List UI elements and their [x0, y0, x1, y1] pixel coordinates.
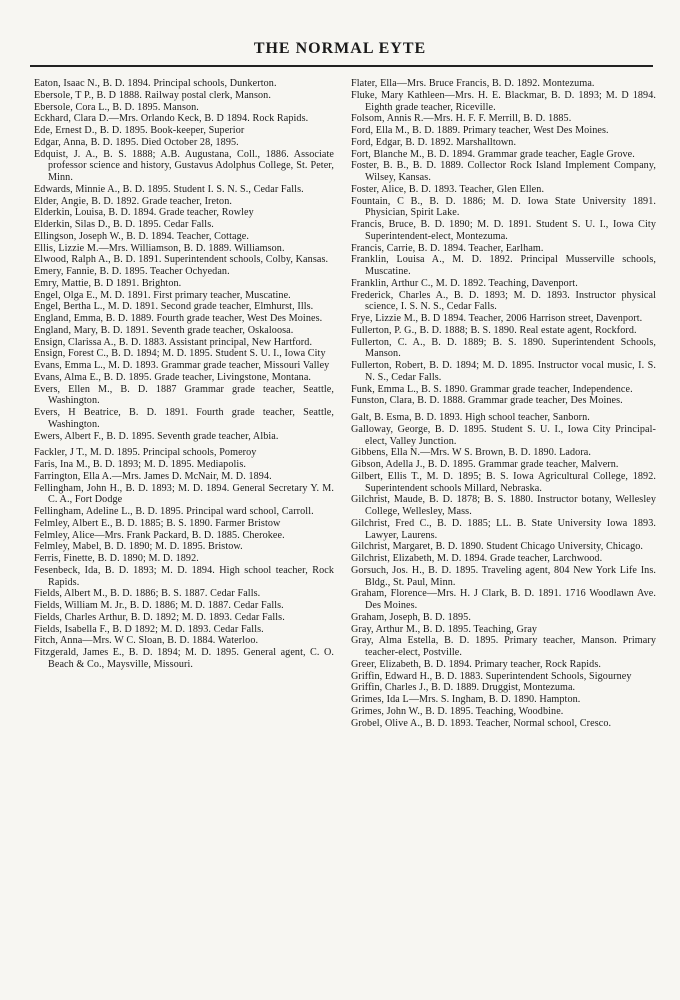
directory-entry: Elderkin, Louisa, B. D. 1894. Grade teacher, Rowley: [34, 207, 254, 219]
directory-entry: Fullerton, P. G., B. D. 1888; B. S. 1890. Real estate agent, Rockford.: [351, 324, 637, 336]
directory-entry: Grobel, Olive A., B. D. 1893. Teacher, Normal school, Cresco.: [351, 717, 612, 729]
directory-entry: Frederick, Charles A., B. D. 1893; M. D. 1893. Instructor physical science, I. S. N. S., Cedar Falls.: [351, 289, 656, 313]
directory-entry: Fort, Blanche M., B. D. 1894. Grammar grade teacher, Eagle Grove.: [351, 148, 635, 160]
directory-entry: Edwards, Minnie A., B. D. 1895. Student I. S. N. S., Cedar Falls.: [34, 183, 304, 195]
directory-entry: Fountain, C B., B. D. 1886; M. D. Iowa State University 1891. Physician, Spirit Lake.: [351, 195, 656, 219]
directory-entry: Foster, B. B., B. D. 1889. Collector Rock Island Implement Company, Wilsey, Kansas.: [351, 160, 656, 183]
directory-entry: Ferris, Finette, B. D. 1890; M. D. 1892.: [34, 553, 199, 564]
directory-entry: Ebersole, Cora L., B. D. 1895. Manson.: [34, 101, 199, 113]
directory-entry: England, Emma, B. D. 1889. Fourth grade teacher, West Des Moines.: [34, 313, 323, 324]
directory-entry: Gilchrist, Elizabeth, M. D. 1894. Grade teacher, Larchwood.: [351, 553, 603, 564]
directory-entry: Foster, Alice, B. D. 1893. Teacher, Glen Ellen.: [351, 183, 545, 195]
directory-entry: Fields, Charles Arthur, B. D. 1892; M. D. 1893. Cedar Falls.: [34, 611, 285, 623]
directory-entry: Ford, Ella M., B. D. 1889. Primary teacher, West Des Moines.: [351, 125, 609, 136]
directory-entry: Francis, Bruce, B. D. 1890; M. D. 1891. Student S. U. I., Iowa City Superintendent-elect, Montezuma.: [351, 219, 656, 242]
directory-entry: Funk, Emma L., B. S. 1890. Grammar grade teacher, Independence.: [351, 383, 633, 395]
directory-entry: Farrington, Ella A.—Mrs. James D. McNair, M. D. 1894.: [34, 470, 272, 482]
directory-entry: Felmley, Mabel, B. D. 1890; M. D. 1895. Bristow.: [34, 541, 243, 553]
directory-entry: Fields, William M. Jr., B. D. 1886; M. D. 1887. Cedar Falls.: [34, 600, 284, 611]
directory-entry: Fullerton, C. A., B. D. 1889; B. S. 1890. Superintendent Schools, Manson.: [351, 336, 656, 360]
directory-entry: Franklin, Arthur C., M. D. 1892. Teaching, Davenport.: [351, 277, 578, 289]
directory-entry: Gilchrist, Maude, B. D. 1878; B. S. 1880. Instructor botany, Wellesley College, Wellesley, Mass.: [351, 494, 656, 517]
directory-entry: Ensign, Forest C., B. D. 1894; M. D. 1895. Student S. U. I., Iowa City: [34, 348, 326, 360]
directory-entry: Ede, Ernest D., B. D. 1895. Book-keeper, Superior: [34, 125, 245, 136]
directory-entry: Griffin, Edward H., B. D. 1883. Superintendent Schools, Sigourney: [351, 670, 632, 682]
directory-entry: Fitzgerald, James E., B. D. 1894; M. D. 1895. General agent, C. O. Beach & Co., Maysville, Missouri.: [34, 647, 334, 670]
directory-entry: Grimes, Ida L—Mrs. S. Ingham, B. D. 1890. Hampton.: [351, 694, 581, 705]
directory-entry: Flater, Ella—Mrs. Bruce Francis, B. D. 1892. Montezuma.: [351, 78, 595, 89]
directory-entry: Ford, Edgar, B. D. 1892. Marshalltown.: [351, 136, 517, 148]
directory-entry: Felmley, Albert E., B. D. 1885; B. S. 1890. Farmer Bristow: [34, 517, 281, 529]
directory-entry: Funston, Clara, B. D. 1888. Grammar grade teacher, Des Moines.: [351, 395, 623, 407]
directory-entry: Eaton, Isaac N., B. D. 1894. Principal schools, Dunkerton.: [34, 78, 277, 89]
directory-entry: Galt, B. Esma, B. D. 1893. High school teacher, Sanborn.: [351, 412, 590, 423]
directory-entry: Evans, Alma E., B. D. 1895. Grade teacher, Livingstone, Montana.: [34, 371, 312, 383]
directory-entry: Fluke, Mary Kathleen—Mrs. H. E. Blackmar, B. D. 1893; M. D 1894. Eighth grade teacher, Riceville.: [351, 89, 656, 113]
directory-entry: Fields, Albert M., B. D. 1886; B. S. 1887. Cedar Falls.: [34, 588, 261, 600]
directory-entry: Grimes, John W., B. D. 1895. Teaching, Woodbine.: [351, 705, 564, 717]
directory-entry: Fields, Isabella F., B. D 1892; M. D. 1893. Cedar Falls.: [34, 623, 264, 635]
directory-entry: Gilbert, Ellis T., M. D. 1895; B. S. Iowa Agricultural College, 1892. Superintendent schools Millard, Nebraska.: [351, 470, 656, 494]
directory-entry: Fackler, J T., M. D. 1895. Principal schools, Pomeroy: [34, 447, 257, 459]
directory-entry: Faris, Ina M., B. D. 1893; M. D. 1895. Mediapolis.: [34, 459, 246, 470]
directory-entry: Ellingson, Joseph W., B. D. 1894. Teacher, Cottage.: [34, 230, 249, 242]
directory-entry: Graham, Joseph, B. D. 1895.: [351, 611, 471, 623]
directory-entry: Ewers, Albert F., B. D. 1895. Seventh grade teacher, Albia.: [34, 430, 279, 442]
directory-entry: England, Mary, B. D. 1891. Seventh grade teacher, Oskaloosa.: [34, 324, 294, 336]
directory-entry: Gray, Arthur M., B. D. 1895. Teaching, Gray: [351, 623, 538, 635]
directory-entry: Gorsuch, Jos. H., B. D. 1895. Traveling agent, 804 New York Life Ins. Bldg., St. Paul, Minn.: [351, 564, 656, 588]
directory-entry: Francis, Carrie, B. D. 1894. Teacher, Earlham.: [351, 242, 544, 254]
directory-entry: Galloway, George, B. D. 1895. Student S. U. I., Iowa City Principal-elect, Valley Junction.: [351, 423, 656, 447]
directory-entry: Fesenbeck, Ida, B. D. 1893; M. D. 1894. High school teacher, Rock Rapids.: [34, 564, 334, 588]
directory-entry: Gibson, Adella J., B. D. 1895. Grammar grade teacher, Malvern.: [351, 459, 619, 470]
directory-entry: Fullerton, Robert, B. D. 1894; M. D. 1895. Instructor vocal music, I. S. N. S., Cedar Falls.: [351, 360, 656, 383]
directory-entry: Frye, Lizzie M., B. D 1894. Teacher, 2006 Harrison street, Davenport.: [351, 313, 643, 324]
header-rule: [30, 65, 653, 67]
directory-entry: Evers, H Beatrice, B. D. 1891. Fourth grade teacher, Seattle, Washington.: [34, 407, 334, 430]
directory-entry: Folsom, Annis R.—Mrs. H. F. F. Merrill, B. D. 1885.: [351, 113, 572, 125]
directory-entry: Elwood, Ralph A., B. D. 1891. Superintendent schools, Colby, Kansas.: [34, 254, 329, 266]
directory-entry: Graham, Florence—Mrs. H. J Clark, B. D. 1891. 1716 Woodlawn Ave. Des Moines.: [351, 588, 656, 611]
directory-entry: Felmley, Alice—Mrs. Frank Packard, B. D. 1885. Cherokee.: [34, 529, 285, 541]
directory-entry: Ellis, Lizzie M.—Mrs. Williamson, B. D. 1889. Williamson.: [34, 242, 285, 254]
directory-entry: Eckhard, Clara D.—Mrs. Orlando Keck, B. D 1894. Rock Rapids.: [34, 113, 309, 125]
right-column: [351, 78, 656, 729]
directory-entry: Emery, Fannie, B. D. 1895. Teacher Ochyedan.: [34, 266, 230, 277]
directory-entry: Ensign, Clarissa A., B. D. 1883. Assistant principal, New Hartford.: [34, 336, 313, 348]
directory-entry: Edquist, J. A., B. S. 1888; A.B. Augustana, Coll., 1886. Associate professor science and history, Gustavus Adolphus College, St. Peter, Minn.: [34, 148, 334, 183]
directory-entry: Ebersole, T P., B. D 1888. Railway postal clerk, Manson.: [34, 89, 271, 101]
directory-entry: Gilchrist, Fred C., B. D. 1885; LL. B. State University Iowa 1893. Lawyer, Laurens.: [351, 517, 656, 541]
directory-entry: Fitch, Anna—Mrs. W C. Sloan, B. D. 1884. Waterloo.: [34, 635, 259, 647]
directory-entry: Engel, Olga E., M. D. 1891. First primary teacher, Muscatine.: [34, 289, 291, 301]
directory-entry: Greer, Elizabeth, B. D. 1894. Primary teacher, Rock Rapids.: [351, 658, 601, 670]
directory-entry: Fellingham, Adeline L., B. D. 1895. Principal ward school, Carroll.: [34, 506, 314, 517]
left-column: [34, 78, 334, 671]
directory-entry: Engel, Bertha L., M. D. 1891. Second grade teacher, Elmhurst, Ills.: [34, 301, 314, 313]
directory-entry: Gilchrist, Margaret, B. D. 1890. Student Chicago University, Chicago.: [351, 541, 644, 553]
directory-entry: Evers, Ellen M., B. D. 1887 Grammar grade teacher, Seattle, Washington.: [34, 383, 334, 407]
directory-entry: Gray, Alma Estella, B. D. 1895. Primary teacher, Manson. Primary teacher-elect, Postville.: [351, 635, 656, 658]
directory-entry: Franklin, Louisa A., M. D. 1892. Principal Musserville schools, Muscatine.: [351, 254, 656, 277]
directory-entry: Elderkin, Silas D., B. D. 1895. Cedar Falls.: [34, 219, 214, 230]
directory-entry: Edgar, Anna, B. D. 1895. Died October 28, 1895.: [34, 136, 239, 148]
directory-entry: Elder, Angie, B. D. 1892. Grade teacher, Ireton.: [34, 195, 232, 207]
page-title: THE NORMAL EYTE: [253, 40, 427, 57]
directory-entry: Emry, Mattie, B. D 1891. Brighton.: [34, 277, 182, 289]
directory-entry: Fellingham, John H., B. D. 1893; M. D. 1894. General Secretary Y. M. C. A., Fort Dodge: [34, 482, 334, 506]
directory-entry: Griffin, Charles J., B. D. 1889. Druggist, Montezuma.: [351, 682, 576, 694]
directory-entry: Gibbens, Ella N.—Mrs. W S. Brown, B. D. 1890. Ladora.: [351, 447, 592, 459]
directory-entry: Evans, Emma L., M. D. 1893. Grammar grade teacher, Missouri Valley: [34, 360, 330, 371]
